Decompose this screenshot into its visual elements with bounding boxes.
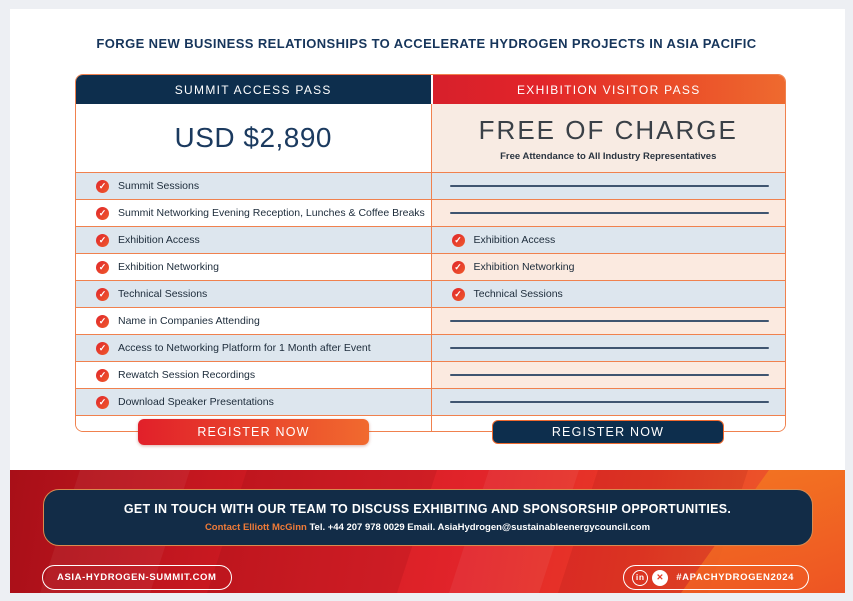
summit-feature-cell — [76, 389, 431, 415]
pricing-table — [75, 74, 786, 439]
table-row — [76, 307, 785, 334]
check-icon — [96, 180, 109, 193]
contact-banner — [43, 489, 813, 546]
summit-pass-header: SUMMIT ACCESS PASS — [76, 75, 431, 104]
not-included-line — [450, 185, 770, 187]
summit-feature-cell — [76, 254, 431, 280]
feature-label: Download Speaker Presentations — [118, 396, 274, 408]
table-row — [76, 361, 785, 388]
check-icon — [452, 261, 465, 274]
feature-label: Exhibition Networking — [473, 261, 575, 273]
table-row — [76, 172, 785, 199]
summit-feature-cell — [76, 173, 431, 199]
check-icon — [96, 315, 109, 328]
x-icon[interactable]: ✕ — [652, 570, 668, 586]
not-included-line — [450, 212, 770, 214]
not-included-line — [450, 320, 770, 322]
summit-feature-cell — [76, 227, 431, 253]
visitor-feature-cell — [431, 308, 786, 334]
check-icon — [96, 234, 109, 247]
summit-feature-cell — [76, 308, 431, 334]
visitor-feature-cell — [431, 173, 786, 199]
price-row — [76, 104, 785, 172]
visitor-feature-cell — [431, 254, 786, 280]
summit-price: USD $2,890 — [174, 122, 333, 153]
check-icon — [96, 288, 109, 301]
table-row — [76, 199, 785, 226]
contact-line — [205, 522, 650, 533]
not-included-line — [450, 374, 770, 376]
table-row — [76, 388, 785, 415]
summit-feature-cell — [76, 281, 431, 307]
visitor-feature-cell — [431, 335, 786, 361]
feature-label: Rewatch Session Recordings — [118, 369, 256, 381]
table-row — [76, 334, 785, 361]
visitor-price-cell — [431, 104, 786, 172]
feature-label: Exhibition Access — [473, 234, 556, 246]
social-hashtag-pill[interactable] — [623, 565, 809, 590]
check-icon — [96, 369, 109, 382]
check-icon — [96, 342, 109, 355]
feature-rows — [76, 172, 785, 415]
feature-label: Summit Networking Evening Reception, Lunches & Coffee Breaks — [118, 207, 425, 219]
table-header-row — [76, 75, 785, 104]
check-icon — [96, 396, 109, 409]
check-icon — [96, 207, 109, 220]
hashtag-label: #APACHYDROGEN2024 — [676, 572, 794, 583]
visitor-feature-cell — [431, 389, 786, 415]
contact-details: Tel. +44 207 978 0029 Email. AsiaHydrogen@sustainableenergycouncil.com — [309, 522, 651, 533]
check-icon — [452, 288, 465, 301]
feature-label: Summit Sessions — [118, 180, 200, 192]
visitor-feature-cell — [431, 362, 786, 388]
summit-feature-cell — [76, 362, 431, 388]
check-icon — [96, 261, 109, 274]
contact-person: Contact Elliott McGinn — [204, 522, 307, 533]
summit-feature-cell — [76, 200, 431, 226]
contact-banner-title: GET IN TOUCH WITH OUR TEAM TO DISCUSS EXHIBITING AND SPONSORSHIP OPPORTUNITIES. — [123, 502, 732, 516]
footer-banner — [10, 470, 845, 593]
visitor-feature-cell — [431, 200, 786, 226]
visitor-price-note: Free Attendance to All Industry Representatives — [500, 150, 717, 162]
visitor-register-button[interactable]: REGISTER NOW — [492, 420, 724, 444]
linkedin-icon[interactable]: in — [632, 570, 648, 586]
summit-register-button[interactable]: REGISTER NOW — [138, 419, 369, 445]
visitor-feature-cell — [431, 281, 786, 307]
table-row — [76, 280, 785, 307]
feature-label: Technical Sessions — [473, 288, 563, 300]
visitor-price: FREE OF CHARGE — [478, 114, 738, 145]
feature-label: Exhibition Access — [118, 234, 200, 246]
not-included-line — [450, 347, 770, 349]
website-link[interactable]: ASIA-HYDROGEN-SUMMIT.COM — [42, 565, 232, 590]
not-included-line — [450, 401, 770, 403]
page-title: FORGE NEW BUSINESS RELATIONSHIPS TO ACCELERATE HYDROGEN PROJECTS IN ASIA PACIFIC — [96, 36, 757, 51]
feature-label: Exhibition Networking — [118, 261, 219, 273]
visitor-feature-cell — [431, 227, 786, 253]
table-row — [76, 226, 785, 253]
feature-label: Technical Sessions — [118, 288, 208, 300]
check-icon — [452, 234, 465, 247]
summit-price-cell — [76, 104, 431, 172]
summit-feature-cell — [76, 335, 431, 361]
visitor-pass-header: EXHIBITION VISITOR PASS — [431, 75, 786, 104]
feature-label: Access to Networking Platform for 1 Month after Event — [118, 342, 371, 354]
feature-label: Name in Companies Attending — [118, 315, 260, 327]
table-row — [76, 253, 785, 280]
